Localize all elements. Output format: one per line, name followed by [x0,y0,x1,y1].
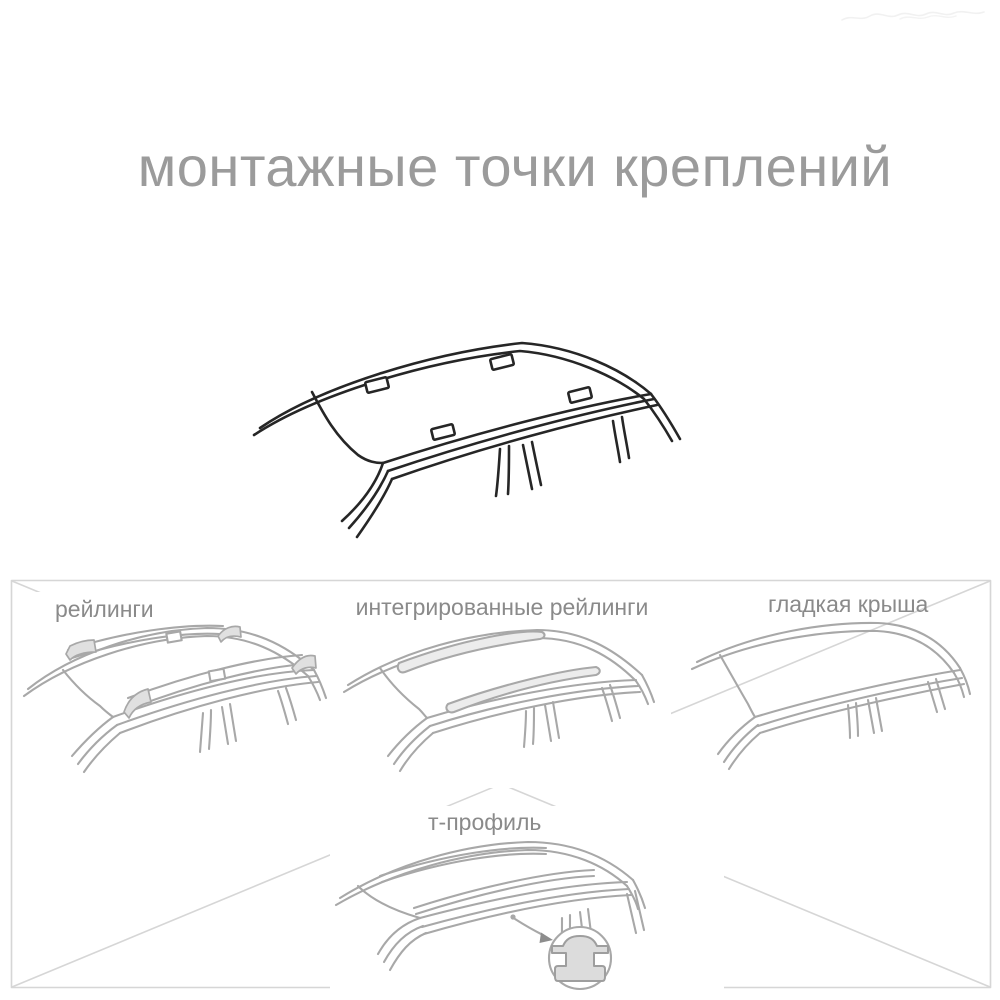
roof-variant-integrated-railings-drawing [343,592,671,788]
variant-label-smooth-roof: гладкая крыша [768,591,929,617]
variant-label-t-profile: т-профиль [428,809,542,835]
roof-variant-smooth-roof-drawing [688,588,990,795]
page-title: монтажные точки креплений [137,135,893,198]
variant-label-railings: рейлинги [55,596,154,622]
t-profile-cross-section-icon [549,927,611,989]
callout-arrowhead-icon [540,933,554,944]
car-roof-mounting-points-drawing [230,325,740,560]
roof-variant-railings-drawing [22,592,344,800]
variant-label-integrated-railings: интегрированные рейлинги [355,594,649,620]
